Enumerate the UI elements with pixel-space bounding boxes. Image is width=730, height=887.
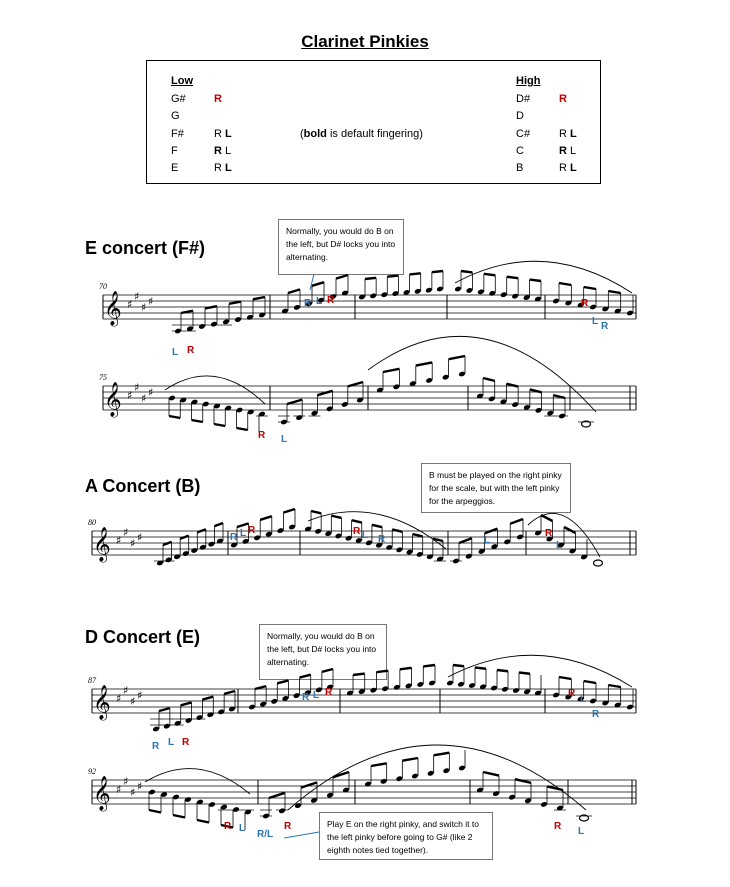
- slur: [455, 261, 632, 293]
- low-note: E: [171, 162, 179, 174]
- note-beam: [311, 511, 321, 513]
- left-pinky-label: L: [592, 316, 599, 327]
- note-beam: [331, 516, 341, 518]
- note-beam: [202, 697, 213, 700]
- left-pinky-label: L: [362, 530, 369, 541]
- note-beam: [288, 289, 300, 293]
- note-beam: [224, 691, 235, 694]
- sharp-sign: ♯: [127, 298, 133, 311]
- note-beam: [277, 680, 288, 683]
- slur: [145, 769, 250, 794]
- note-beam: [159, 708, 170, 711]
- annotation-note: B must be played on the right pinky for the scale, but with the left pinky for the arpeggios.: [421, 463, 571, 513]
- left-pinky-label: R/L: [257, 829, 274, 840]
- note-beam: [352, 520, 362, 522]
- note-beam: [553, 395, 565, 398]
- note-beam: [564, 527, 576, 533]
- note-beam: [237, 428, 248, 430]
- high-note: C: [516, 145, 524, 157]
- default-note: (bold is default fingering): [300, 128, 423, 140]
- right-pinky-label: R: [325, 687, 333, 698]
- treble-clef: 𝄞: [104, 291, 122, 326]
- high-note: C#: [516, 128, 531, 140]
- note-beam: [229, 302, 241, 304]
- note-beam: [453, 665, 464, 666]
- sharp-sign: ♯: [123, 684, 129, 697]
- note-beam: [269, 793, 285, 798]
- note-beam: [559, 677, 571, 679]
- sharp-sign: ♯: [130, 537, 136, 550]
- low-note: G#: [171, 93, 186, 105]
- high-fingering: R L: [559, 145, 577, 157]
- low-header: Low: [171, 75, 193, 87]
- note-beam: [371, 763, 387, 766]
- note-beam: [483, 378, 495, 381]
- section-title: D Concert (E): [85, 627, 201, 647]
- whole-note: [594, 560, 603, 566]
- low-note: F#: [171, 128, 184, 140]
- right-pinky-label: R: [284, 821, 292, 832]
- note-beam: [205, 306, 217, 308]
- low-note: F: [171, 145, 178, 157]
- high-fingering: R L: [559, 162, 577, 174]
- note-beam: [519, 673, 530, 674]
- sharp-sign: ♯: [148, 295, 154, 308]
- slur: [448, 655, 632, 687]
- note-beam: [402, 758, 418, 761]
- sharp-sign: ♯: [141, 392, 147, 405]
- page-title: Clarinet Pinkies: [301, 32, 429, 51]
- note-beam: [475, 668, 486, 669]
- sharp-sign: ♯: [137, 531, 143, 544]
- note-beam: [483, 772, 499, 776]
- high-note: B: [516, 162, 524, 174]
- note-beam: [507, 277, 518, 278]
- slur: [308, 512, 446, 549]
- note-beam: [400, 668, 412, 669]
- note-beam: [365, 278, 376, 279]
- note-beam: [497, 670, 508, 671]
- note-beam: [434, 753, 450, 756]
- annotation-note: Normally, you would do B on the left, but D# locks you into alternating.: [259, 624, 387, 680]
- section-title: E concert (F#): [85, 238, 206, 258]
- measure-number: 75: [99, 373, 107, 382]
- note-beam: [333, 772, 349, 777]
- annotation-note: Play E on the right pinky, and switch it to the left pinky before going to G# (like 2 eighth notes tied together).: [319, 812, 493, 860]
- left-pinky-label: R: [304, 298, 312, 309]
- note-beam: [192, 420, 203, 422]
- sharp-sign: ♯: [127, 389, 133, 402]
- note-beam: [423, 665, 435, 666]
- note-beam: [214, 523, 223, 526]
- sharp-sign: ♯: [116, 534, 122, 547]
- low-fingering: R L: [214, 128, 232, 140]
- right-pinky-label: R: [353, 526, 361, 537]
- left-pinky-label: R: [601, 321, 609, 332]
- note-beam: [287, 400, 302, 404]
- note-beam: [608, 291, 620, 293]
- note-beam: [353, 674, 365, 675]
- sharp-sign: ♯: [137, 689, 143, 702]
- note-beam: [416, 362, 432, 365]
- sharp-sign: ♯: [123, 775, 129, 788]
- right-pinky-label: R: [568, 688, 576, 699]
- note-beam: [559, 283, 571, 285]
- note-beam: [260, 516, 272, 520]
- sharp-sign: ♯: [137, 780, 143, 793]
- note-beam: [392, 529, 402, 531]
- note-beam: [449, 356, 465, 359]
- slur: [165, 376, 265, 404]
- right-pinky-label: R: [187, 345, 195, 356]
- right-pinky-label: R: [224, 821, 232, 832]
- note-beam: [413, 534, 423, 536]
- measure-number: 92: [88, 767, 96, 776]
- sharp-sign: ♯: [130, 695, 136, 708]
- note-beam: [510, 519, 523, 524]
- note-beam: [149, 810, 161, 813]
- note-beam: [432, 271, 443, 272]
- sharp-sign: ♯: [130, 786, 136, 799]
- left-pinky-label: L: [240, 528, 247, 539]
- measure-number: 87: [88, 676, 96, 685]
- sharp-sign: ♯: [141, 301, 147, 314]
- note-beam: [584, 681, 596, 683]
- left-pinky-label: L: [578, 826, 585, 837]
- left-pinky-label: L: [484, 535, 491, 546]
- measure-number: 70: [99, 282, 107, 291]
- left-pinky-label: L: [172, 347, 179, 358]
- treble-clef: 𝄞: [93, 685, 111, 720]
- left-pinky-label: L: [316, 296, 323, 307]
- left-pinky-label: L: [281, 434, 288, 445]
- note-beam: [459, 538, 472, 543]
- left-pinky-label: L: [239, 823, 246, 834]
- high-note: D#: [516, 93, 531, 105]
- right-pinky-label: R: [248, 525, 256, 536]
- left-pinky-label: R: [230, 532, 238, 543]
- note-beam: [383, 369, 399, 372]
- note-beam: [372, 525, 382, 527]
- sharp-sign: ♯: [148, 386, 154, 399]
- right-pinky-label: R: [545, 528, 553, 539]
- note-beam: [387, 276, 398, 277]
- note-beam: [484, 274, 495, 275]
- sharp-sign: ♯: [116, 783, 122, 796]
- slur: [368, 336, 596, 412]
- right-pinky-label: R: [554, 821, 562, 832]
- low-fingering: R: [214, 93, 222, 105]
- note-beam: [530, 280, 541, 281]
- note-beam: [317, 391, 332, 395]
- left-pinky-label: R: [378, 534, 386, 545]
- note-beam: [255, 686, 266, 689]
- right-pinky-label: R: [258, 430, 266, 441]
- note-beam: [169, 416, 180, 418]
- note-beam: [312, 282, 324, 286]
- note-beam: [301, 782, 317, 787]
- pointer-arrow: [284, 832, 319, 838]
- note-beam: [197, 529, 206, 532]
- low-note: G: [171, 110, 180, 122]
- note-beam: [608, 685, 620, 687]
- right-pinky-label: R: [327, 295, 335, 306]
- annotation-note: Normally, you would do B on the left, but D# locks you into alternating.: [278, 219, 404, 275]
- note-beam: [181, 702, 192, 705]
- note-beam: [180, 536, 189, 539]
- low-fingering: R L: [214, 145, 232, 157]
- note-beam: [541, 515, 553, 521]
- note-beam: [300, 675, 311, 678]
- sharp-sign: ♯: [134, 290, 140, 303]
- high-fingering: R L: [559, 128, 577, 140]
- sharp-sign: ♯: [116, 692, 122, 705]
- treble-clef: 𝄞: [93, 776, 111, 811]
- left-pinky-label: L: [168, 737, 175, 748]
- treble-clef: 𝄞: [104, 382, 122, 417]
- left-pinky-label: R: [592, 709, 600, 720]
- section-title: A Concert (B): [85, 476, 201, 496]
- note-beam: [197, 820, 209, 823]
- high-note: D: [516, 110, 524, 122]
- note-beam: [410, 273, 421, 274]
- right-pinky-label: R: [182, 737, 190, 748]
- sharp-sign: ♯: [134, 381, 140, 394]
- right-pinky-label: R: [581, 298, 589, 309]
- note-beam: [336, 275, 348, 279]
- note-beam: [163, 542, 172, 545]
- left-pinky-label: L: [580, 694, 587, 705]
- note-beam: [237, 523, 249, 527]
- sharp-sign: ♯: [123, 526, 129, 539]
- note-beam: [584, 287, 596, 289]
- note-beam: [461, 271, 472, 272]
- note-beam: [173, 815, 185, 818]
- note-beam: [322, 669, 333, 672]
- note-beam: [214, 424, 225, 426]
- high-header: High: [516, 75, 541, 87]
- low-fingering: R L: [214, 162, 232, 174]
- note-beam: [376, 671, 388, 672]
- note-beam: [253, 297, 265, 299]
- left-pinky-label: L: [556, 540, 563, 551]
- measure-number: 80: [88, 518, 96, 527]
- treble-clef: 𝄞: [93, 527, 111, 562]
- left-pinky-label: L: [313, 690, 320, 701]
- high-fingering: R: [559, 93, 567, 105]
- note-beam: [283, 509, 295, 513]
- left-pinky-label: R: [302, 692, 310, 703]
- left-pinky-label: R: [152, 741, 160, 752]
